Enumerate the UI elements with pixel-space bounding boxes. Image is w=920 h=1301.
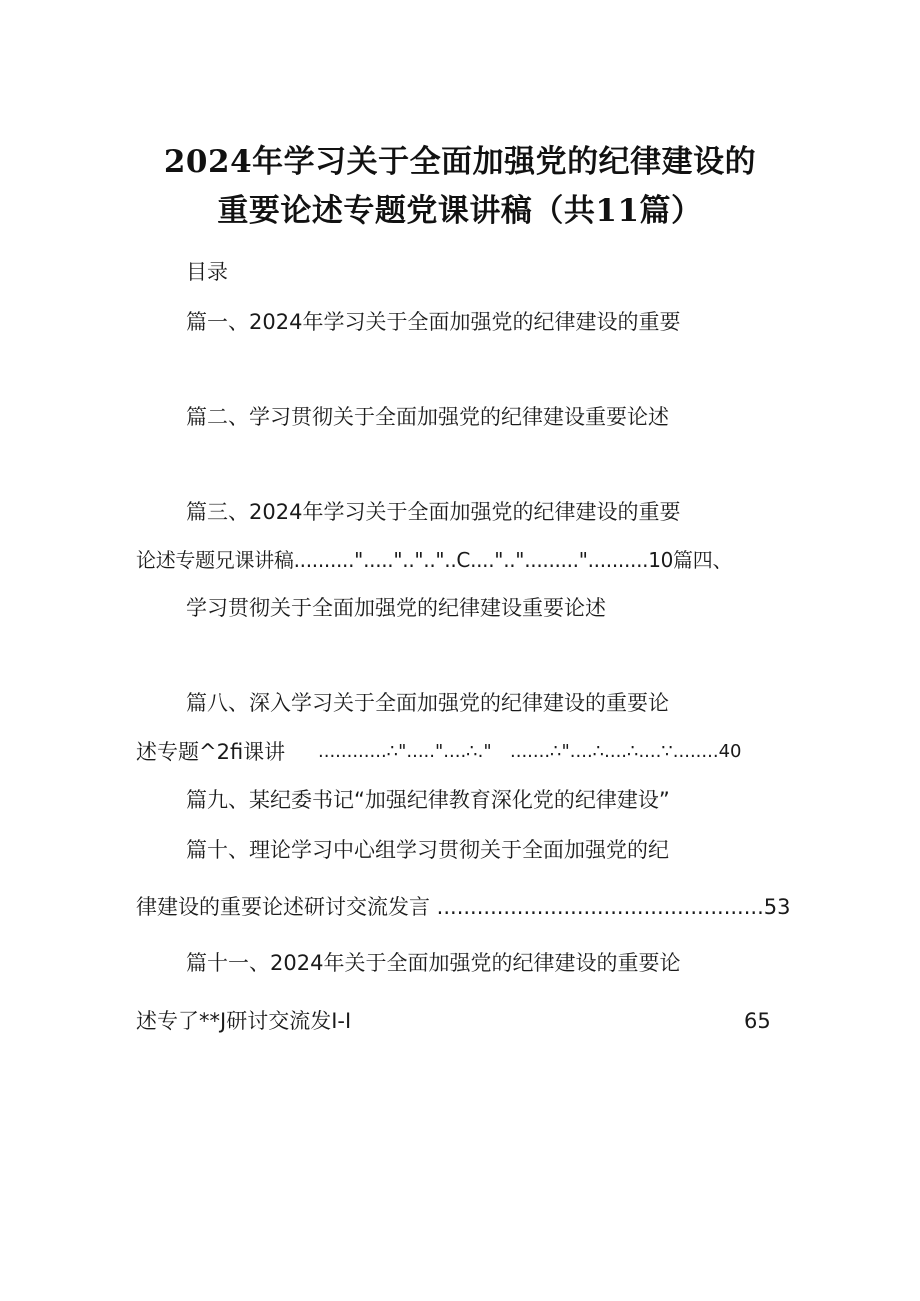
toc-entry-9: 篇九、某纪委书记“加强纪律教育深化党的纪律建设” — [186, 788, 670, 812]
toc-leader-dots: ............∴"....."....∴." — [318, 741, 492, 762]
toc-entry-8: 篇八、深入学习关于全面加强党的纪律建设的重要论 — [186, 691, 669, 715]
toc-entry-8-continued: 述专题^2fi课讲 — [136, 740, 286, 764]
toc-entry-3: 篇三、2024年学习关于全面加强党的纪律建设的重要 — [186, 500, 681, 524]
toc-entry-10: 篇十、理论学习中心组学习贯彻关于全面加强党的纪 — [186, 838, 669, 862]
toc-entry-4: 学习贯彻关于全面加强党的纪律建设重要论述 — [186, 596, 606, 620]
document-title-line-2: 重要论述专题党课讲稿（共11篇） — [217, 193, 703, 229]
toc-entry-11: 篇十一、2024年关于全面加强党的纪律建设的重要论 — [186, 951, 681, 975]
toc-entry-2: 篇二、学习贯彻关于全面加强党的纪律建设重要论述 — [186, 405, 669, 429]
toc-entry-1: 篇一、2024年学习关于全面加强党的纪律建设的重要 — [186, 310, 681, 334]
toc-entry-3-continued: 论述专题兄课讲稿.........."....."..".."..C....".."........."..........10篇四、 — [136, 548, 733, 572]
toc-leader-dots-page: .......∴"....∴....∴....∵........40 — [510, 741, 742, 762]
toc-page-number: 65 — [744, 1009, 771, 1033]
toc-heading: 目录 — [186, 260, 228, 284]
toc-entry-10-continued: 律建设的重要论述研讨交流发言 .................................................53 — [136, 895, 791, 919]
document-title-line-1: 2024年学习关于全面加强党的纪律建设的 — [163, 144, 757, 180]
toc-entry-11-continued: 述专了**J研讨交流发I-I — [136, 1009, 352, 1033]
